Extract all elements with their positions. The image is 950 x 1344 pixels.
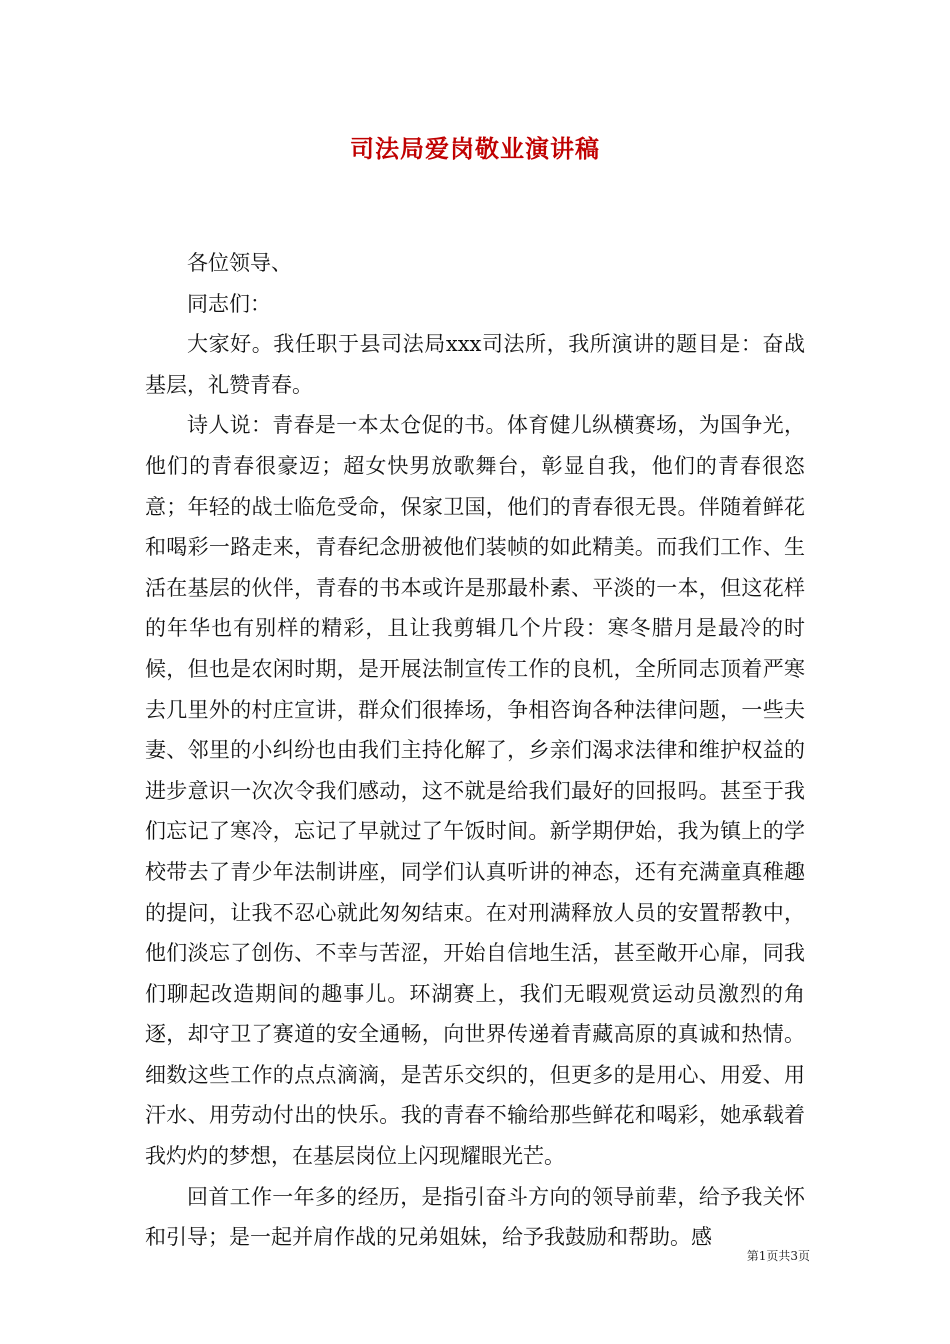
paragraph-main: 诗人说：青春是一本太仓促的书。体育健儿纵横赛场，为国争光，他们的青春很豪迈；超女快男放歌舞台，彰显自我，他们的青春很恣意；年轻的战士临危受命，保家卫国，他们的青春很无畏。伴随着鲜花和喝彩一路走来，青春纪念册被他们装帧的如此精美。而我们工作、生活在基层的伙伴，青春的书本或许是那最朴素、平淡的一本，但这花样的年华也有别样的精彩，且让我剪辑几个片段：寒冬腊月是最冷的时候，但也是农闲时期，是开展法制宣传工作的良机，全所同志顶着严寒去几里外的村庄宣讲，群众们很捧场，争相咨询各种法律问题，一些夫妻、邻里的小纠纷也由我们主持化解了，乡亲们渴求法律和维护权益的进步意识一次次令我们感动，这不就是给我们最好的回报吗。甚至于我们忘记了寒冷，忘记了早就过了午饭时间。新学期伊始，我为镇上的学校带去了青少年法制讲座，同学们认真听讲的神态，还有充满童真稚趣的提问，让我不忍心就此匆匆结束。在对刑满释放人员的安置帮教中，他们淡忘了创伤、不幸与苦涩，开始自信地生活，甚至敞开心扉，同我们聊起改造期间的趣事儿。环湖赛上，我们无暇观赏运动员激烈的角逐，却守卫了赛道的安全通畅，向世界传递着青藏高原的真诚和热情。细数这些工作的点点滴滴，是苦乐交织的，但更多的是用心、用爱、用汗水、用劳动付出的快乐。我的青春不输给那些鲜花和喝彩，她承载着我灼灼的梦想，在基层岗位上闪现耀眼光芒。 [145, 413, 805, 1169]
page-number: 第1页共3页 [746, 1249, 810, 1263]
salutation-line-1: 各位领导、 [187, 251, 292, 275]
salutation-line-2: 同志们： [187, 291, 271, 316]
document-body [145, 243, 805, 1258]
paragraph-intro: 大家好。我任职于县司法局xxx司法所，我所演讲的题目是：奋战基层，礼赞青春。 [145, 332, 805, 397]
document-title: 司法局爱岗敬业演讲稿 [350, 134, 600, 163]
paragraph-review: 回首工作一年多的经历，是指引奋斗方向的领导前辈，给予我关怀和引导；是一起并肩作战的兄弟姐妹，给予我鼓励和帮助。感 [145, 1184, 805, 1250]
